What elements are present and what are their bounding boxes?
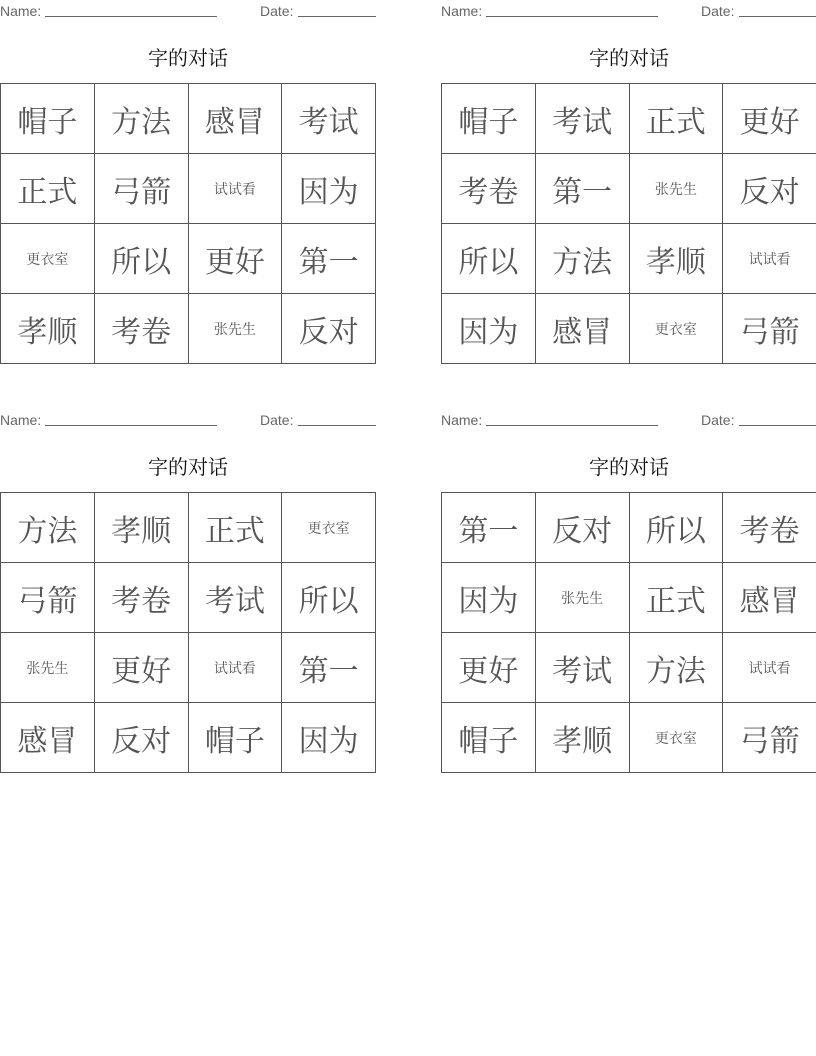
grid-row bbox=[442, 224, 816, 294]
grid-cell: 正式 bbox=[629, 563, 723, 633]
grid-cell: 张先生 bbox=[1, 633, 95, 703]
grid-row bbox=[442, 493, 816, 563]
grid-cell: 弓箭 bbox=[723, 294, 816, 364]
card-title: 字的对话 bbox=[589, 46, 669, 70]
grid-cell: 第一 bbox=[535, 154, 629, 224]
grid-cell: 感冒 bbox=[1, 703, 95, 773]
grid-cell: 考试 bbox=[188, 563, 282, 633]
grid-row bbox=[1, 154, 376, 224]
grid-row bbox=[442, 84, 816, 154]
grid-cell: 更衣室 bbox=[629, 703, 723, 773]
grid-cell: 因为 bbox=[442, 563, 536, 633]
grid-cell: 所以 bbox=[442, 224, 536, 294]
card-title: 字的对话 bbox=[589, 455, 669, 479]
grid-cell: 孝顺 bbox=[1, 294, 95, 364]
grid-cell: 孝顺 bbox=[535, 703, 629, 773]
grid-cell: 弓箭 bbox=[94, 154, 188, 224]
grid-cell: 帽子 bbox=[1, 84, 95, 154]
grid-cell: 正式 bbox=[188, 493, 282, 563]
grid-cell: 第一 bbox=[282, 224, 376, 294]
card-title: 字的对话 bbox=[148, 46, 228, 70]
grid-cell: 张先生 bbox=[535, 563, 629, 633]
grid-cell: 考卷 bbox=[94, 294, 188, 364]
grid-cell: 弓箭 bbox=[723, 703, 816, 773]
grid-row bbox=[1, 493, 376, 563]
grid-cell: 因为 bbox=[442, 294, 536, 364]
grid-cell: 孝顺 bbox=[94, 493, 188, 563]
grid-cell: 感冒 bbox=[188, 84, 282, 154]
bingo-grid bbox=[0, 492, 376, 773]
grid-row bbox=[442, 154, 816, 224]
grid-cell: 反对 bbox=[282, 294, 376, 364]
grid-cell: 考卷 bbox=[442, 154, 536, 224]
grid-cell: 反对 bbox=[94, 703, 188, 773]
grid-cell: 感冒 bbox=[535, 294, 629, 364]
grid-cell: 帽子 bbox=[442, 703, 536, 773]
name-date-row bbox=[441, 0, 816, 20]
name-line bbox=[45, 16, 217, 17]
grid-cell: 方法 bbox=[94, 84, 188, 154]
name-line bbox=[486, 16, 658, 17]
grid-cell: 更衣室 bbox=[282, 493, 376, 563]
grid-cell: 张先生 bbox=[629, 154, 723, 224]
name-date-row bbox=[0, 409, 376, 429]
date-label: Date: bbox=[260, 412, 294, 428]
grid-cell: 所以 bbox=[282, 563, 376, 633]
name-label: Name: bbox=[441, 3, 483, 19]
bingo-grid bbox=[0, 83, 376, 364]
date-label: Date: bbox=[260, 3, 294, 19]
grid-cell: 方法 bbox=[629, 633, 723, 703]
grid-cell: 方法 bbox=[1, 493, 95, 563]
grid-cell: 试试看 bbox=[723, 224, 816, 294]
grid-row bbox=[442, 633, 816, 703]
grid-cell: 更好 bbox=[94, 633, 188, 703]
grid-cell: 正式 bbox=[629, 84, 723, 154]
grid-cell: 考试 bbox=[535, 84, 629, 154]
name-label: Name: bbox=[0, 3, 42, 19]
grid-cell: 考卷 bbox=[723, 493, 816, 563]
bingo-grid bbox=[441, 492, 816, 773]
name-line bbox=[45, 425, 217, 426]
grid-row bbox=[1, 633, 376, 703]
grid-cell: 更好 bbox=[188, 224, 282, 294]
date-line bbox=[298, 425, 376, 426]
date-label: Date: bbox=[701, 3, 735, 19]
grid-row bbox=[1, 294, 376, 364]
grid-cell: 更好 bbox=[723, 84, 816, 154]
grid-cell: 考试 bbox=[282, 84, 376, 154]
grid-cell: 更好 bbox=[442, 633, 536, 703]
grid-cell: 所以 bbox=[94, 224, 188, 294]
grid-cell: 弓箭 bbox=[1, 563, 95, 633]
grid-cell: 考试 bbox=[535, 633, 629, 703]
grid-row bbox=[1, 563, 376, 633]
bingo-grid bbox=[441, 83, 816, 364]
grid-cell: 方法 bbox=[535, 224, 629, 294]
card-title: 字的对话 bbox=[148, 455, 228, 479]
name-label: Name: bbox=[441, 412, 483, 428]
bingo-card-4 bbox=[441, 409, 816, 781]
grid-cell: 帽子 bbox=[188, 703, 282, 773]
grid-row bbox=[1, 703, 376, 773]
grid-cell: 感冒 bbox=[723, 563, 816, 633]
grid-cell: 张先生 bbox=[188, 294, 282, 364]
grid-row bbox=[1, 224, 376, 294]
grid-cell: 考卷 bbox=[94, 563, 188, 633]
date-line bbox=[298, 16, 376, 17]
grid-cell: 正式 bbox=[1, 154, 95, 224]
date-line bbox=[739, 425, 816, 426]
grid-cell: 更衣室 bbox=[1, 224, 95, 294]
grid-cell: 反对 bbox=[535, 493, 629, 563]
name-date-row bbox=[441, 409, 816, 429]
grid-cell: 试试看 bbox=[188, 154, 282, 224]
name-label: Name: bbox=[0, 412, 42, 428]
date-label: Date: bbox=[701, 412, 735, 428]
grid-cell: 试试看 bbox=[723, 633, 816, 703]
date-line bbox=[739, 16, 816, 17]
grid-cell: 第一 bbox=[442, 493, 536, 563]
bingo-card-3 bbox=[0, 409, 376, 781]
grid-cell: 第一 bbox=[282, 633, 376, 703]
grid-cell: 更衣室 bbox=[629, 294, 723, 364]
name-line bbox=[486, 425, 658, 426]
grid-cell: 所以 bbox=[629, 493, 723, 563]
grid-cell: 孝顺 bbox=[629, 224, 723, 294]
grid-cell: 反对 bbox=[723, 154, 816, 224]
name-date-row bbox=[0, 0, 376, 20]
grid-cell: 因为 bbox=[282, 703, 376, 773]
grid-row bbox=[1, 84, 376, 154]
grid-cell: 因为 bbox=[282, 154, 376, 224]
grid-cell: 试试看 bbox=[188, 633, 282, 703]
grid-row bbox=[442, 703, 816, 773]
bingo-card-2 bbox=[441, 0, 816, 372]
grid-cell: 帽子 bbox=[442, 84, 536, 154]
grid-row bbox=[442, 563, 816, 633]
grid-row bbox=[442, 294, 816, 364]
bingo-card-1 bbox=[0, 0, 376, 372]
